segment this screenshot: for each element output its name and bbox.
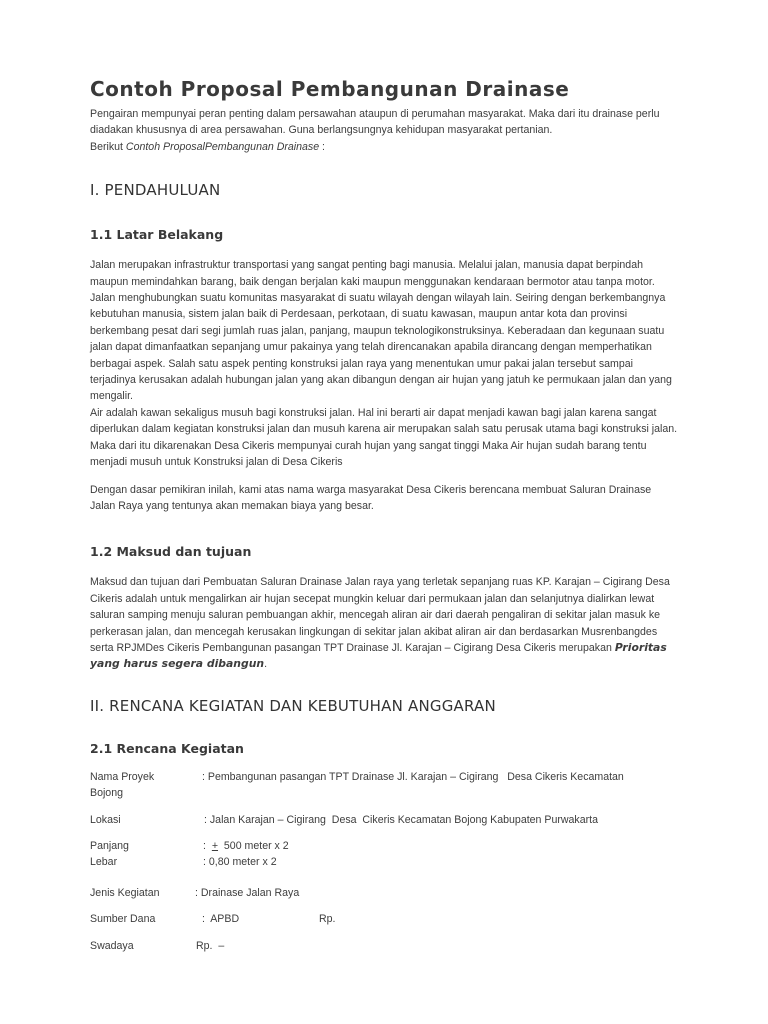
panjang-colon: : bbox=[203, 839, 212, 852]
lokasi-value: : Jalan Karajan – Cigirang Desa Cikeris Kecamatan Bojong Kabupaten Purwakarta bbox=[204, 813, 598, 826]
panjang-label: Panjang bbox=[90, 839, 129, 852]
priority-emphasis: Prioritas yang harus segera dibangun bbox=[90, 640, 667, 671]
jenis-kegiatan-value: : Drainase Jalan Raya bbox=[195, 886, 300, 899]
sumber-dana-value: : APBD bbox=[202, 913, 240, 926]
intro-line2-italic: Contoh ProposalPembangunan Drainase bbox=[125, 140, 320, 153]
section-1-heading: I. PENDAHULUAN bbox=[90, 181, 221, 200]
maksud-tujuan-paragraph bbox=[90, 574, 678, 672]
page-title: Contoh Proposal Pembangunan Drainase bbox=[90, 77, 570, 101]
lokasi-label: Lokasi bbox=[90, 813, 121, 826]
intro-paragraph bbox=[90, 106, 678, 155]
swadaya-value: Rp. – bbox=[196, 939, 225, 952]
nama-proyek-continuation: Bojong bbox=[90, 787, 123, 800]
plus-minus-sign: + bbox=[211, 839, 219, 852]
intro-line1: Pengairan mempunyai peran penting dalam persawahan ataupun di perumahan masyarakat. Maka dari itu drainase perlu diadakan khususnya di area persawahan. Guna berlangsungnya kehidupan masyarakat pertanian. bbox=[90, 108, 660, 137]
intro-line2-suffix: : bbox=[319, 140, 325, 153]
nama-proyek-label: Nama Proyek bbox=[90, 770, 155, 783]
swadaya-row bbox=[90, 938, 678, 954]
lokasi-row bbox=[90, 812, 678, 828]
lebar-label: Lebar bbox=[90, 856, 118, 869]
lebar-value: : 0,80 meter x 2 bbox=[203, 856, 277, 869]
nama-proyek-cont-row bbox=[90, 785, 678, 801]
jenis-kegiatan-label: Jenis Kegiatan bbox=[90, 886, 160, 899]
swadaya-label: Swadaya bbox=[90, 939, 134, 952]
maksud-tujuan-end: . bbox=[264, 658, 268, 671]
panjang-value: 500 meter x 2 bbox=[218, 839, 289, 852]
latar-belakang-paragraph-2: Air adalah kawan sekaligus musuh bagi konstruksi jalan. Hal ini berarti air dapat menjadi kawan bagi jalan karena sangat diperlukan dalam kegiatan konstruksi jalan dan musuh karena air merupakan salah satu perusak utama bagi konstruksi jalan. Maka dari itu dikarenakan Desa Cikeris mempunyai curah hujan yang sangat tinggi Maka Air hujan sudah barang tentu menjadi musuh untuk Konstruksi jalan di Desa Cikeris bbox=[90, 406, 678, 469]
subsection-1-1-heading: 1.1 Latar Belakang bbox=[90, 227, 224, 243]
sumber-dana-label: Sumber Dana bbox=[90, 913, 156, 926]
sumber-dana-row bbox=[90, 911, 678, 927]
panjang-row bbox=[90, 838, 678, 854]
latar-belakang-paragraph-3: Dengan dasar pemikiran inilah, kami atas nama warga masyarakat Desa Cikeris berencana membuat Saluran Drainase Jalan Raya yang tentunya akan memakan biaya yang besar. bbox=[90, 483, 652, 512]
subsection-1-2-heading: 1.2 Maksud dan tujuan bbox=[90, 544, 252, 560]
latar-belakang-paragraph-1: Jalan merupakan infrastruktur transportasi yang sangat penting bagi manusia. Melalui jalan, manusia dapat berpindah maupun memindahkan barang, baik dengan berjalan kaki maupun menggunakan kendaraan bermotor atau tanpa motor. Jalan menghubungkan suatu komunitas masyarakat di suatu wilayah dengan wilayah lain. Seiring dengan berkembangnya kebutuhan manusia, sistem jalan baik di Perdesaan, perkotaan, di suatu kawasan, maupun antar kota dan provinsi berkembang pesat dari segi jumlah ruas jalan, panjang, maupun teknologikonstruksinya. Keberadaan dan kegunaan suatu jalan dapat dimanfaatkan sepanjang umur pakainya yang telah direncanakan apabila dirancang dengan memperhatikan berbagai aspek. Salah satu aspek penting konstruksi jalan raya yang menentukan umur pakai jalan tersebut sampai terjadinya kerusakan adalah hubungan jalan yang akan dibangun dengan air hujan yang jatuh ke permukaan jalan dan yang mengalir. bbox=[90, 259, 672, 403]
maksud-tujuan-text: Maksud dan tujuan dari Pembuatan Saluran Drainase Jalan raya yang terletak sepanjang ruas KP. Karajan – Cigirang Desa Cikeris adalah untuk mengalirkan air hujan secepat mungkin keluar dari permukaan jalan dan selanjutnya dialirkan lewat saluran samping menuju saluran pembuangan akhir, mencegah aliran air dari daerah pengaliran di sekitar jalan masuk ke perkerasan jalan, dan mencegah kerusakan lingkungan di sekitar jalan akibat aliran air dan berdasarkan Musrenbangdes serta RPJMDes Cikeris Pembangunan pasangan TPT Drainase Jl. Karajan – Cigirang Desa Cikeris merupakan bbox=[90, 576, 670, 654]
section-2-heading: II. RENCANA KEGIATAN DAN KEBUTUHAN ANGGARAN bbox=[90, 696, 496, 715]
lebar-row bbox=[90, 854, 678, 870]
sumber-dana-rp: Rp. bbox=[319, 913, 336, 926]
nama-proyek-row bbox=[90, 769, 678, 785]
jenis-kegiatan-row bbox=[90, 885, 678, 901]
intro-line2-prefix: Berikut bbox=[90, 140, 126, 153]
nama-proyek-value: : Pembangunan pasangan TPT Drainase Jl. Karajan – Cigirang Desa Cikeris Kecamatan bbox=[202, 770, 624, 783]
subsection-2-1-heading: 2.1 Rencana Kegiatan bbox=[90, 740, 244, 756]
